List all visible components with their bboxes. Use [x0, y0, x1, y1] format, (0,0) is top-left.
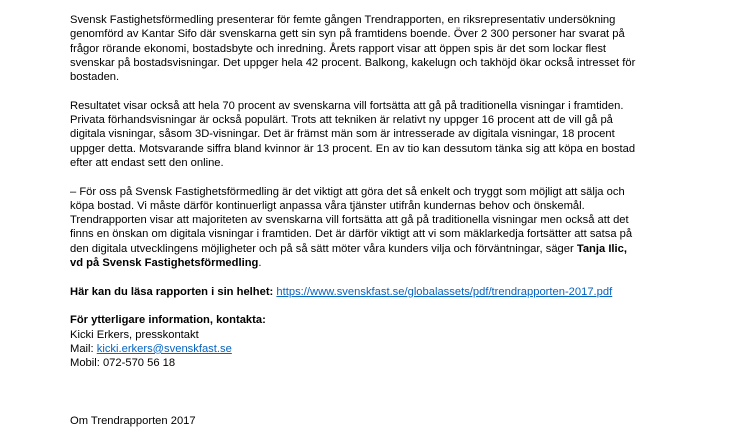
- text-line: [70, 242, 670, 256]
- contact-heading: För ytterligare information, kontakta:: [70, 314, 266, 327]
- report-link-paragraph: [70, 285, 670, 299]
- text-line: efter att endast sett den online.: [70, 156, 224, 169]
- contact-name: Kicki Erkers, presskontakt: [70, 328, 199, 341]
- text-line: köpa bostad. Vi måste därför kontinuerligt anpassa våra tjänster utifrån kundernas behov och önskemål.: [70, 199, 585, 212]
- text-line: bostaden.: [70, 71, 120, 84]
- contact-phone: Mobil: 072-570 56 18: [70, 357, 176, 370]
- cutoff-heading: Om Trendrapporten 2017: [70, 415, 196, 427]
- email-link[interactable]: kicki.erkers@svenskfast.se: [96, 342, 232, 355]
- text-line: Svensk Fastighetsförmedling presenterar för femte gången Trendrapporten, en riksrepresentativ undersökning: [70, 14, 616, 26]
- text-line: digitala visningar, såsom 3D-visningar. Det är främst män som är intresserade av digitala visningar, 18 procent: [70, 128, 615, 141]
- report-link[interactable]: https://www.svenskfast.se/globalassets/pdf/trendrapporten-2017.pdf: [276, 285, 613, 298]
- text-line: uppger detta. Motsvarande siffra bland kvinnor är 13 procent. En av tio kan dessutom tänka sig att köpa en bostad: [70, 142, 636, 155]
- text-line: [70, 256, 670, 270]
- text-line: frågor rörande ekonomi, bostadsbyte och inredning. Årets rapport visar att öppen spis är det som lockar flest: [70, 42, 607, 55]
- text-line: genomförd av Kantar Sifo där svenskarna gett sin syn på framtidens boende. Över 2 300 personer har svarat på: [70, 28, 625, 41]
- quote-paragraph: [70, 185, 670, 271]
- contact-block: [70, 313, 670, 370]
- text-line: Resultatet visar också att hela 70 procent av svenskarna vill fortsätta att gå på traditionella visningar i framtiden.: [70, 99, 624, 112]
- mail-label: Mail:: [70, 342, 94, 355]
- report-label: Här kan du läsa rapporten i sin helhet:: [70, 285, 274, 298]
- quote-person: Tanja Ilic,: [576, 242, 627, 255]
- quote-person-title: vd på Svensk Fastighetsförmedling: [70, 257, 259, 270]
- text-line: – För oss på Svensk Fastighetsförmedling är det viktigt att göra det så enkelt och tryggt som möjligt att sälja och: [70, 185, 625, 198]
- text-line: Trendrapporten visar att majoriteten av svenskarna vill fortsätta att gå på traditionella visningar men också att det: [70, 214, 629, 227]
- text-line: Privata förhandsvisningar är också populärt. Trots att tekniken är relativt ny uppger 16 procent att de vill gå på: [70, 114, 613, 127]
- results-paragraph: [70, 99, 670, 170]
- quote-end: .: [258, 257, 262, 270]
- quote-text: den digitala utvecklingens möjligheter och på så sätt möter våra kunders vilja och förväntningar, säger: [70, 242, 574, 255]
- text-line: svenskar på bostadsvisningar. Det uppger hela 42 procent. Balkong, kakelugn och takhöjd ökar också intresset för: [70, 56, 636, 69]
- text-line: finns en önskan om digitala visningar i framtiden. Det är därför viktigt att vi som mäklarkedja fortsätter att satsa på: [70, 228, 633, 241]
- intro-paragraph: [70, 13, 670, 84]
- press-release-body: [70, 13, 670, 385]
